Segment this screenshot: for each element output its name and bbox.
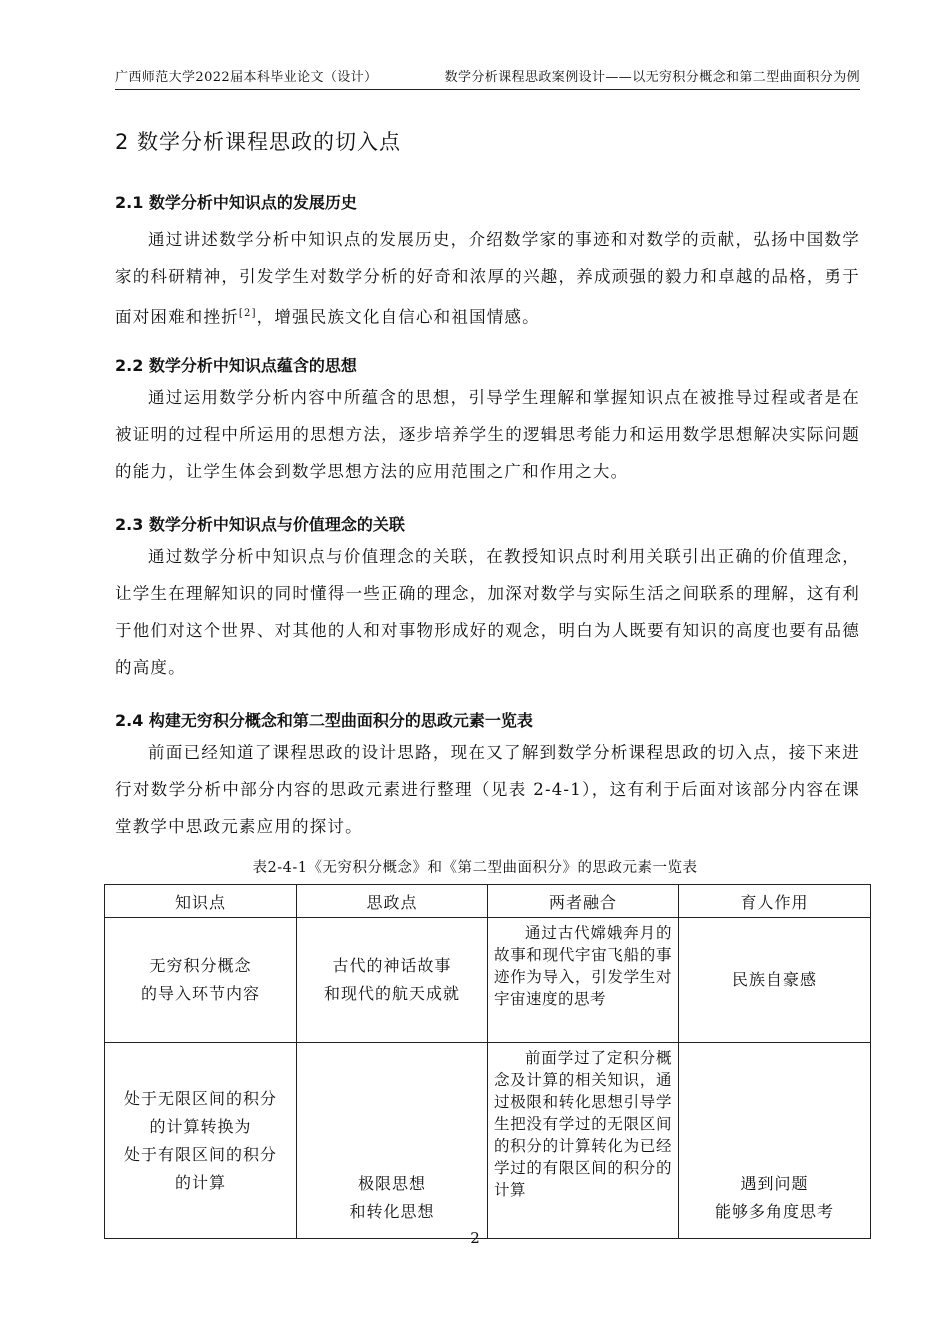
section-paragraph-2-1 [115,221,860,336]
section-paragraph-2-4: 前面已经知道了课程思政的设计思路，现在又了解到数学分析课程思政的切入点，接下来进行对数学分析中部分内容的思政元素进行整理（见表 2-4-1），这有利于后面对该部分内容在课堂教学中思政元素应用的探讨。 [115,743,860,836]
paragraph-text: 通过讲述数学分析中知识点的发展历史，介绍数学家的事迹和对数学的贡献，弘扬中国数学家的科研精神，引发学生对数学分析的好奇和浓厚的兴趣，养成顽强的毅力和卓越的品格，勇于面对困难和挫折 [115,230,860,327]
cell-fusion [488,1043,679,1239]
cell-effect [679,1043,871,1239]
section-heading-2-4: 2.4 构建无穷积分概念和第二型曲面积分的思政元素一览表 [115,711,533,730]
paragraph-text-after: ，增强民族文化自信心和祖国情感。 [256,307,540,327]
section-paragraph-2-3: 通过数学分析中知识点与价值理念的关联，在教授知识点时利用关联引出正确的价值理念，让学生在理解知识的同时懂得一些正确的理念，加深对数学与实际生活之间联系的理解，这有利于他们对这个世界、对其他的人和对事物形成好的观念，明白为人既要有知识的高度也要有品德的高度。 [115,547,860,677]
section-heading-2-2: 2.2 数学分析中知识点蕴含的思想 [115,356,357,375]
ideology-elements-table [104,884,871,1239]
cell-ideology [297,1043,488,1239]
page-number: 2 [470,1229,480,1247]
table-header-row [105,885,871,918]
table-row [105,918,871,1043]
cell-line: 处于无限区间的积分 [123,1088,277,1108]
section-heading-2-1: 2.1 数学分析中知识点的发展历史 [115,193,357,212]
cell-line: 处于有限区间的积分 [123,1144,277,1164]
cell-line: 的计算 [174,1172,226,1192]
cell-line: 能够多角度思考 [714,1202,834,1221]
cell-text: 前面学过了定积分概念及计算的相关知识，通过极限和转化思想引导学生把没有学过的无限区间的积分的计算转化为已经学过的有限区间的积分的计算 [494,1049,672,1199]
header-right: 数学分析课程思政案例设计——以无穷积分概念和第二型曲面积分为例 [444,70,860,85]
cell-fusion [488,918,679,1043]
cell-line: 遇到问题 [740,1174,809,1193]
cell-line: 和转化思想 [349,1202,435,1221]
table-row [105,1043,871,1239]
section-paragraph-2-2: 通过运用数学分析内容中所蕴含的思想，引导学生理解和掌握知识点在被推导过程或者是在被证明的过程中所运用的思想方法，逐步培养学生的逻辑思考能力和运用数学思想解决实际问题的能力，让学生体会到数学思想方法的应用范围之广和作用之大。 [115,388,860,481]
cell-line: 古代的神话故事 [332,956,452,975]
chapter-title: 2 数学分析课程思政的切入点 [115,130,402,154]
cell-knowledge [105,918,297,1043]
citation: [2] [238,308,257,319]
running-header [115,66,860,90]
header-effect: 育人作用 [679,885,871,918]
header-left: 广西师范大学2022届本科毕业论文（设计） [115,70,378,85]
table-caption: 表2-4-1《无穷积分概念》和《第二型曲面积分》的思政元素一览表 [252,860,698,876]
cell-line: 的导入环节内容 [140,984,260,1003]
header-ideology: 思政点 [297,885,488,918]
cell-effect [679,918,871,1043]
cell-line: 民族自豪感 [731,970,817,989]
cell-line: 无穷积分概念 [149,956,252,975]
header-knowledge: 知识点 [105,885,297,918]
cell-line: 的计算转换为 [149,1116,252,1136]
header-fusion: 两者融合 [488,885,679,918]
section-heading-2-3: 2.3 数学分析中知识点与价值理念的关联 [115,515,405,534]
cell-ideology [297,918,488,1043]
cell-knowledge [105,1043,297,1239]
cell-text: 通过古代嫦娥奔月的故事和现代宇宙飞船的事迹作为导入，引发学生对宇宙速度的思考 [494,924,672,1008]
cell-line: 极限思想 [357,1174,426,1193]
cell-line: 和现代的航天成就 [323,984,460,1003]
